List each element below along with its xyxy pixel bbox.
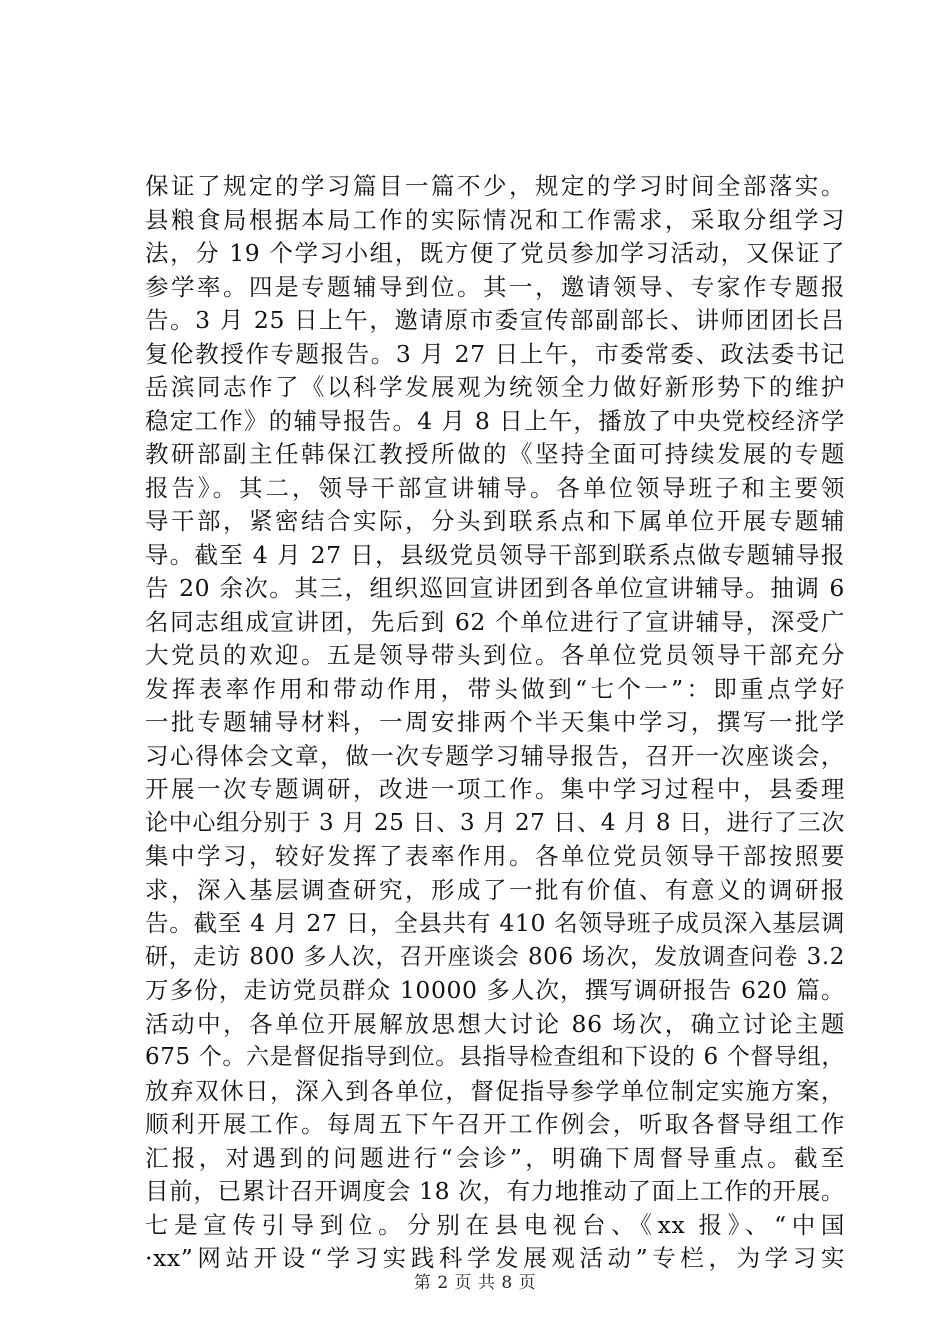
text-line: 发挥表率作用和带动作用，带头做到“七个一”：即重点学好 xyxy=(145,674,845,703)
text-line: 县粮食局根据本局工作的实际情况和工作需求，采取分组学习 xyxy=(145,205,845,234)
text-line: 活动中，各单位开展解放思想大讨论 86 场次，确立讨论主题 xyxy=(145,1009,845,1038)
text-line: 目前，已累计召开调度会 18 次，有力地推动了面上工作的开展。 xyxy=(145,1177,845,1205)
text-line: 七是宣传引导到位。分别在县电视台、《xx 报》、“中国 xyxy=(145,1210,845,1239)
text-line: 复伦教授作专题报告。3 月 27 日上午，市委常委、政法委书记 xyxy=(145,339,845,368)
text-line: 675 个。六是督促指导到位。县指导检查组和下设的 6 个督导组， xyxy=(145,1044,845,1070)
text-line: 研，走访 800 多人次，召开座谈会 806 场次，发放调查问卷 3.2 xyxy=(145,943,845,970)
text-line: 教研部副主任韩保江教授所做的《坚持全面可持续发展的专题 xyxy=(145,440,845,468)
text-line: 报告》。其二，领导干部宣讲辅导。各单位领导班子和主要领 xyxy=(145,473,845,502)
text-line: 名同志组成宣讲团，先后到 62 个单位进行了宣讲辅导，深受广 xyxy=(145,607,845,636)
text-line: 论中心组分别于 3 月 25 日、3 月 27 日、4 月 8 日，进行了三次 xyxy=(145,809,845,836)
text-line: 法，分 19 个学习小组，既方便了党员参加学习活动，又保证了 xyxy=(145,239,845,267)
text-line: 告 20 余次。其三，组织巡回宣讲团到各单位宣讲辅导。抽调 6 xyxy=(145,574,845,602)
text-line: 岳滨同志作了《以科学发展观为统领全力做好新形势下的维护 xyxy=(145,373,845,401)
text-line: 开展一次专题调研，改进一项工作。集中学习过程中，县委理 xyxy=(145,775,845,803)
text-line: 稳定工作》的辅导报告。4 月 8 日上午，播放了中央党校经济学 xyxy=(145,406,845,435)
text-line: 导干部，紧密结合实际，分头到联系点和下属单位开展专题辅 xyxy=(145,507,845,535)
text-line: 告。3 月 25 日上午，邀请原市委宣传部副部长、讲师团团长吕 xyxy=(145,306,845,334)
text-line: 顺利开展工作。每周五下午召开工作例会，听取各督导组工作 xyxy=(145,1110,845,1138)
text-line: 参学率。四是专题辅导到位。其一，邀请领导、专家作专题报 xyxy=(145,272,845,301)
text-line: ·xx”网站开设“学习实践科学发展观活动”专栏，为学习实 xyxy=(145,1244,845,1272)
text-line: 放弃双休日，深入到各单位，督促指导参学单位制定实施方案， xyxy=(145,1076,845,1105)
text-line: 导。截至 4 月 27 日，县级党员领导干部到联系点做专题辅导报 xyxy=(145,540,845,569)
text-line: 告。截至 4 月 27 日，全县共有 410 名领导班子成员深入基层调 xyxy=(145,909,845,937)
text-line: 习心得体会文章，做一次专题学习辅导报告，召开一次座谈会， xyxy=(145,741,845,770)
text-line: 求，深入基层调查研究，形成了一批有价值、有意义的调研报 xyxy=(145,875,845,904)
text-line: 集中学习，较好发挥了表率作用。各单位党员领导干部按照要 xyxy=(145,842,845,870)
page-footer: 第 2 页 共 8 页 xyxy=(413,1273,537,1293)
body-text xyxy=(145,170,845,1276)
text-line: 一批专题辅导材料，一周安排两个半天集中学习，撰写一批学 xyxy=(145,708,845,736)
text-line: 汇报，对遇到的问题进行“会诊”，明确下周督导重点。截至 xyxy=(145,1143,845,1172)
text-line: 大党员的欢迎。五是领导带头到位。各单位党员领导干部充分 xyxy=(145,641,845,669)
text-line: 保证了规定的学习篇目一篇不少，规定的学习时间全部落实。 xyxy=(145,172,845,200)
text-line: 万多份，走访党员群众 10000 多人次，撰写调研报告 620 篇。 xyxy=(145,976,845,1004)
